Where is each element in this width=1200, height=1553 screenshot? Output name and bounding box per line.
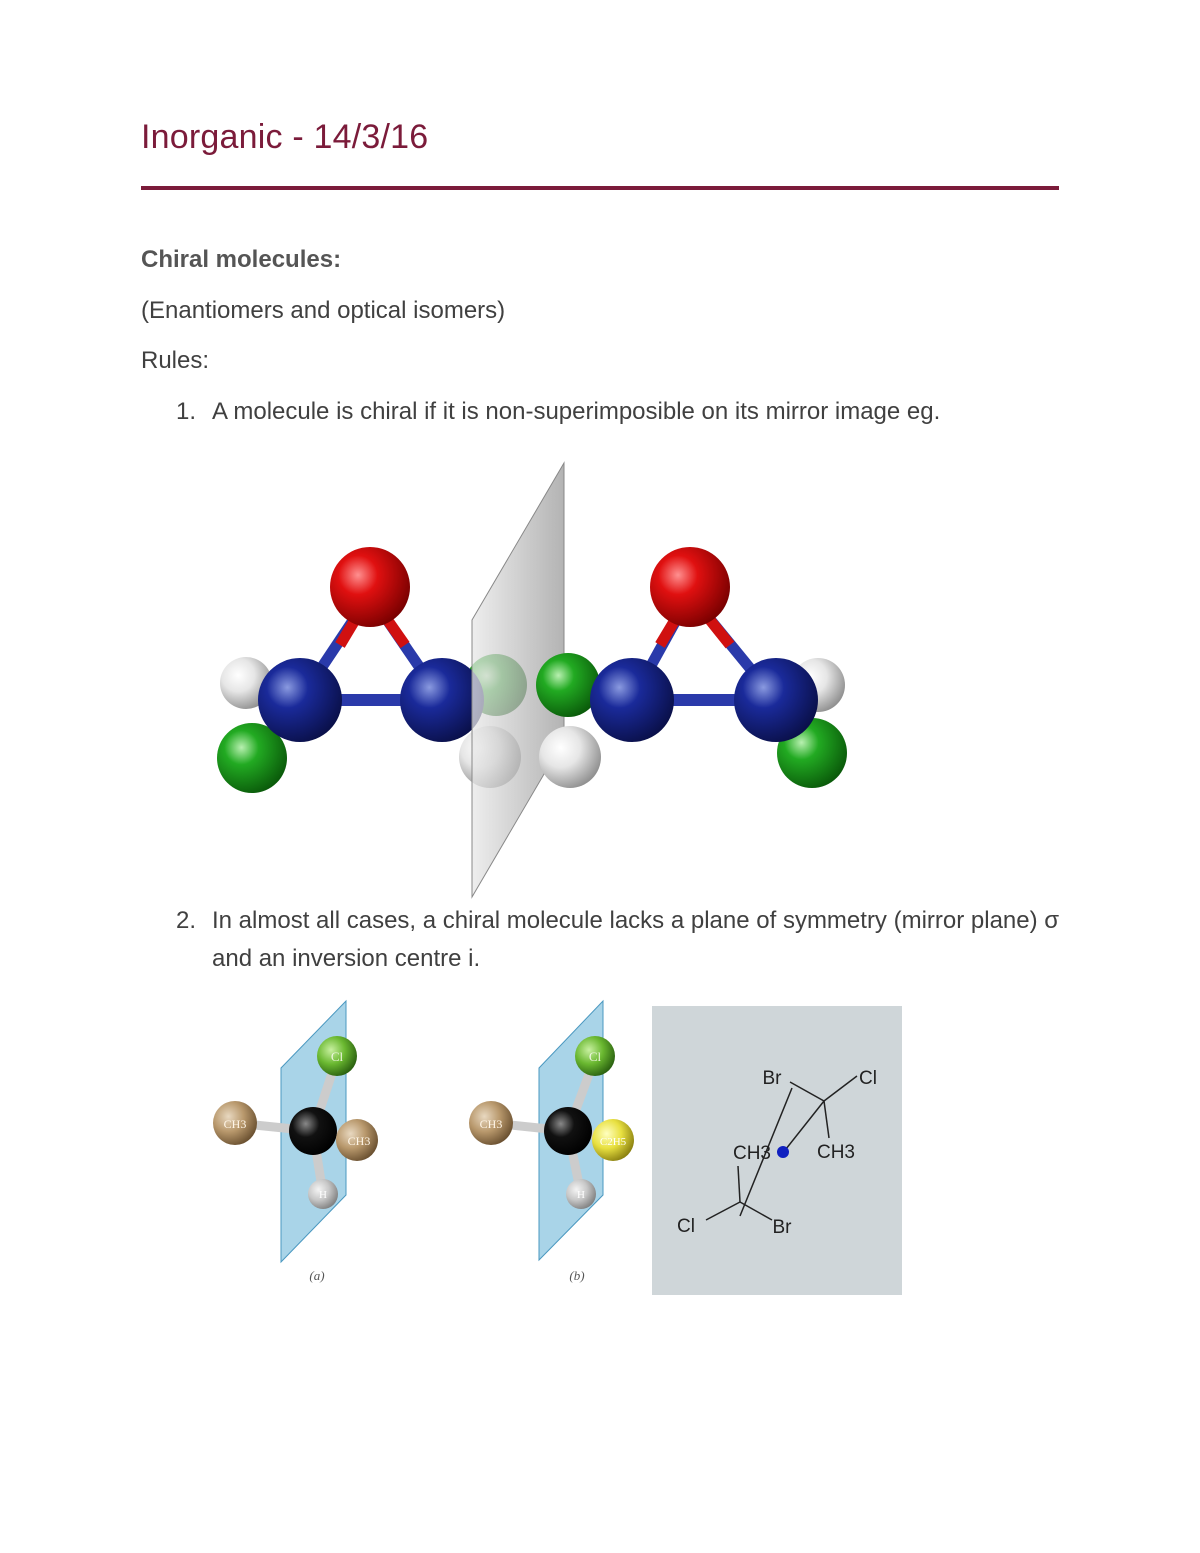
label-ch3-right: CH3 xyxy=(347,1134,371,1148)
figure-background xyxy=(652,1006,902,1295)
carbon-atom xyxy=(289,1107,337,1155)
section-subheading: (Enantiomers and optical isomers) xyxy=(141,297,506,324)
section-heading: Chiral molecules: xyxy=(141,246,342,273)
mirror-image-figure xyxy=(200,455,880,905)
rule-item-1 xyxy=(176,393,941,431)
carbon-atom xyxy=(544,1107,592,1155)
caption-a: (a) xyxy=(309,1268,325,1283)
nitrogen-atom xyxy=(590,658,674,742)
page-title: Inorganic - 14/3/16 xyxy=(141,118,429,156)
rule-item-2 xyxy=(176,902,1060,972)
nitrogen-atom xyxy=(258,658,342,742)
figure-a xyxy=(205,998,390,1293)
rules-label: Rules: xyxy=(141,347,210,374)
oxygen-atom xyxy=(330,547,410,627)
rule-text: In almost all cases, a chiral molecule lacks a plane of symmetry (mirror plane) σ and an inversion centre i. xyxy=(212,907,1060,972)
title-underline xyxy=(141,186,1059,190)
label-ch3-left: CH3 xyxy=(479,1117,503,1131)
chlorine-atom xyxy=(536,653,600,717)
label-cl: Cl xyxy=(588,1049,602,1064)
label-c2h5: C2H5 xyxy=(599,1136,627,1148)
label-ch3-left: CH3 xyxy=(732,1143,772,1164)
nitrogen-atom xyxy=(734,658,818,742)
oxygen-atom xyxy=(650,547,730,627)
label-ch3-left: CH3 xyxy=(223,1117,247,1131)
label-h: H xyxy=(319,1189,327,1201)
rule-number: 1. xyxy=(176,398,197,425)
label-ch3-right: CH3 xyxy=(816,1142,856,1163)
inversion-centre-dot xyxy=(777,1146,789,1158)
label-br-bottom: Br xyxy=(772,1217,792,1238)
label-br-top: Br xyxy=(762,1068,782,1089)
rule-number: 2. xyxy=(176,907,197,934)
hydrogen-atom xyxy=(539,726,601,788)
label-cl-bottom: Cl xyxy=(677,1216,695,1237)
label-cl-top: Cl xyxy=(859,1068,877,1089)
label-cl: Cl xyxy=(330,1049,344,1064)
figure-inversion-centre xyxy=(652,1006,902,1295)
nitrogen-atom xyxy=(400,658,484,742)
rule-text: A molecule is chiral if it is non-superimposible on its mirror image eg. xyxy=(212,398,941,425)
label-h: H xyxy=(577,1189,585,1201)
figure-b xyxy=(463,998,648,1293)
caption-b: (b) xyxy=(569,1268,585,1283)
right-molecule xyxy=(536,547,847,788)
